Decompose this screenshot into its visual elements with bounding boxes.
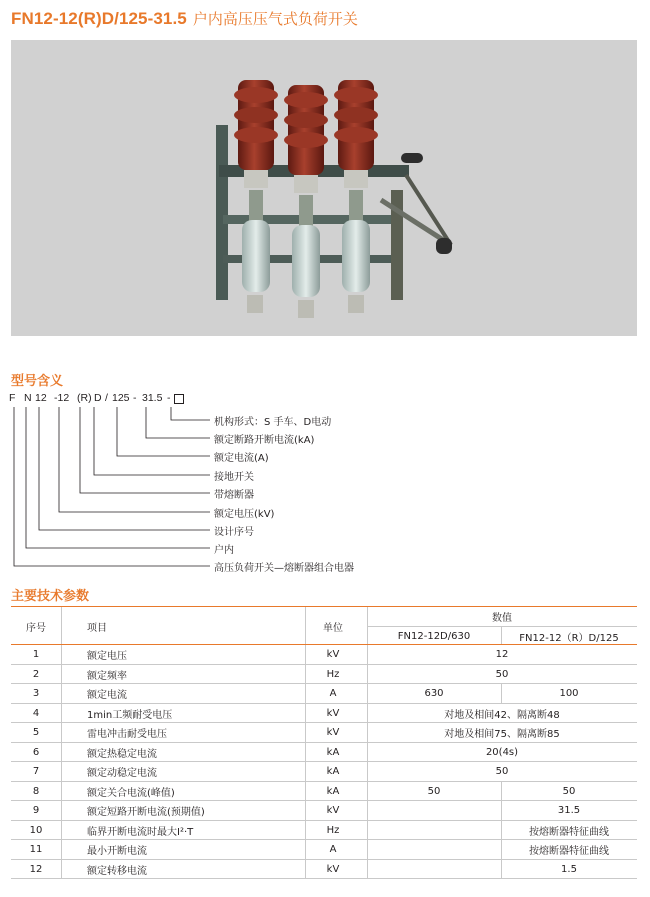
row-value-model-a: 50 [427,785,441,797]
table-row [11,801,637,821]
row-unit: kV [326,649,340,660]
code-part: - [167,392,171,404]
legend-earthing-switch: 接地开关 [214,472,254,483]
code-part: F [9,392,16,404]
row-value-model-a [367,860,501,879]
header-unit: 单位 [323,622,343,634]
legend-with-fuse: 带熔断器 [214,490,254,501]
row-value-model-b: 按熔断器特征曲线 [529,846,609,857]
row-item: 雷电冲击耐受电压 [87,729,167,740]
row-unit: kV [326,805,340,816]
row-value-model-b: 1.5 [561,863,577,875]
row-number: 3 [32,688,40,699]
row-value-model-a: 630 [424,688,444,699]
row-item: 额定短路开断电流(预期值) [87,807,205,818]
row-number: 12 [29,863,43,875]
row-item: 额定频率 [87,670,127,682]
code-part: D [94,392,102,404]
row-number: 9 [32,805,40,816]
row-value: 20(4s) [485,746,519,758]
product-name: 户内高压压气式负荷开关 [192,10,358,28]
row-item: 额定动稳定电流 [87,768,157,779]
table-row [11,762,637,782]
row-item: 额定电流 [87,690,127,701]
table-row [11,684,637,704]
header-value: 数值 [492,613,512,624]
table-row [11,782,637,802]
row-value: 50 [495,766,509,777]
legend-breaking-current: 额定断路开断电流(kA) [214,435,315,446]
mechanism-placeholder-box [174,394,184,404]
code-part: 125 [112,392,130,404]
row-item: 额定转移电流 [87,865,147,877]
row-value-model-b: 31.5 [557,805,581,816]
code-part: 12 [35,392,47,404]
section-title-model-meaning: 型号含义 [11,374,64,389]
row-item: 额定关合电流(峰值) [87,787,175,799]
code-part: -12 [54,392,70,404]
row-unit: kV [326,863,340,875]
row-number: 11 [29,844,43,855]
row-unit: kA [326,785,340,797]
row-number: 2 [32,668,40,680]
table-row [11,840,637,860]
row-value: 对地及相间75、隔离断85 [444,729,560,740]
table-row [11,860,637,880]
row-value: 对地及相间42、隔离断48 [444,709,560,721]
row-number: 8 [32,785,40,797]
row-value: 12 [495,649,509,660]
code-part: N [24,392,32,404]
row-item: 最小开断电流 [87,846,147,857]
legend-mechanism: 机构形式：S 手车、D电动 [214,417,332,428]
table-row [11,743,637,763]
row-item: 1min工频耐受电压 [87,709,173,721]
table-row [11,645,637,665]
table-row [11,665,637,685]
row-unit: A [329,688,337,699]
legend-design-number: 设计序号 [214,527,254,538]
row-unit: kA [326,746,340,758]
header-no: 序号 [26,622,46,634]
legend-rated-current: 额定电流(A) [214,453,269,464]
row-number: 7 [32,766,40,777]
row-unit: Hz [326,668,340,680]
row-value-model-a [367,821,501,840]
row-value-model-a [367,840,501,859]
row-unit: kA [326,766,340,777]
row-number: 1 [32,649,40,660]
section-title-main-params: 主要技术参数 [11,589,90,604]
spec-table [11,606,637,879]
row-value-model-a [367,801,501,820]
row-item: 额定热稳定电流 [87,748,157,760]
row-value-model-b: 按熔断器特征曲线 [529,826,609,838]
product-photo [11,40,637,336]
row-unit: kV [326,727,340,738]
legend-indoor: 户内 [214,545,234,556]
header-item: 项目 [87,622,107,634]
row-number: 5 [32,727,40,738]
row-unit: A [329,844,337,855]
table-row [11,704,637,724]
table-header [11,607,637,645]
row-number: 4 [32,707,40,719]
row-value: 50 [495,668,509,680]
table-row [11,723,637,743]
row-number: 6 [32,746,40,758]
legend-rated-voltage: 额定电压(kV) [214,509,275,520]
table-body [11,645,637,879]
header-model-b: FN12-12（R）D/125 [501,626,637,645]
row-unit: Hz [326,824,340,836]
code-part: (R) [77,392,92,404]
page-title [11,8,358,32]
code-part: - [133,392,137,404]
row-item: 额定电压 [87,651,127,662]
row-item: 临界开断电流时最大I²·T [87,826,194,838]
legend-combination: 高压负荷开关—熔断器组合电器 [214,563,354,574]
row-number: 10 [29,824,43,836]
row-value-model-b: 100 [559,688,579,699]
header-model-a: FN12-12D/630 [367,626,501,645]
load-switch-illustration [11,40,637,336]
code-part: / [105,392,108,404]
row-value-model-b: 50 [562,785,576,797]
code-part: 31.5 [142,392,163,404]
product-model: FN12-12(R)D/125-31.5 [11,9,187,28]
row-unit: kV [326,707,340,719]
table-row [11,821,637,841]
